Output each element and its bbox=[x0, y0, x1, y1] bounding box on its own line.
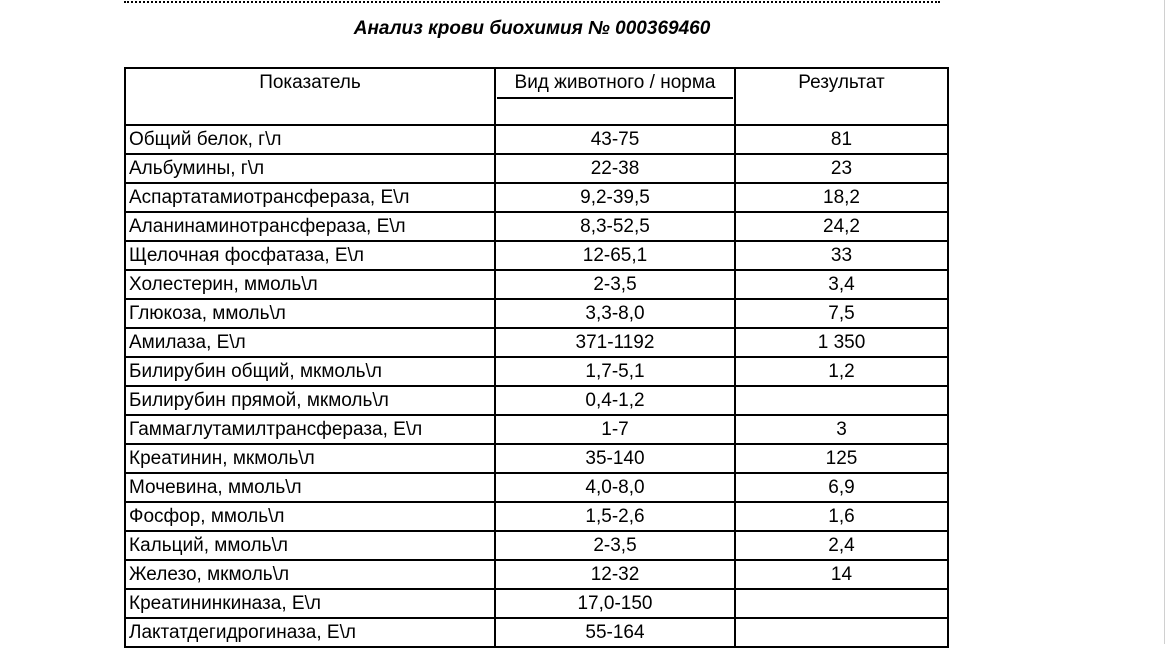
document-title: Анализ крови биохимия № 000369460 bbox=[353, 18, 711, 39]
norm-range-cell: 9,2-39,5 bbox=[495, 183, 735, 212]
table-row bbox=[125, 154, 948, 183]
table-row bbox=[125, 328, 948, 357]
norm-range-cell: 1,5-2,6 bbox=[495, 502, 735, 531]
indicator-name-cell: Железо, мкмоль\л bbox=[125, 560, 495, 589]
result-value-cell: 24,2 bbox=[735, 212, 948, 241]
result-value-cell: 18,2 bbox=[735, 183, 948, 212]
table-row bbox=[125, 444, 948, 473]
indicator-name-cell: Креатинин, мкмоль\л bbox=[125, 444, 495, 473]
table-row bbox=[125, 473, 948, 502]
norm-range-cell: 1,7-5,1 bbox=[495, 357, 735, 386]
result-value-cell: 3,4 bbox=[735, 270, 948, 299]
result-value-cell: 2,4 bbox=[735, 531, 948, 560]
indicator-name-cell: Гаммаглутамилтрансфераза, Е\л bbox=[125, 415, 495, 444]
result-value-cell: 1,2 bbox=[735, 357, 948, 386]
norm-range-cell: 12-65,1 bbox=[495, 241, 735, 270]
result-value-cell bbox=[735, 589, 948, 618]
indicator-name-cell: Холестерин, ммоль\л bbox=[125, 270, 495, 299]
indicator-name-cell: Аспартатамиотрансфераза, Е\л bbox=[125, 183, 495, 212]
indicator-name-cell: Общий белок, г\л bbox=[125, 125, 495, 154]
table-row bbox=[125, 125, 948, 154]
table-row bbox=[125, 357, 948, 386]
result-value-cell: 33 bbox=[735, 241, 948, 270]
norm-range-cell: 35-140 bbox=[495, 444, 735, 473]
norm-range-cell: 43-75 bbox=[495, 125, 735, 154]
indicator-name-cell: Альбумины, г\л bbox=[125, 154, 495, 183]
norm-range-cell: 4,0-8,0 bbox=[495, 473, 735, 502]
norm-range-cell: 371-1192 bbox=[495, 328, 735, 357]
norm-range-cell: 2-3,5 bbox=[495, 270, 735, 299]
table-row bbox=[125, 241, 948, 270]
table-row bbox=[125, 502, 948, 531]
norm-range-cell: 3,3-8,0 bbox=[495, 299, 735, 328]
result-value-cell: 125 bbox=[735, 444, 948, 473]
top-dotted-separator bbox=[124, 1, 940, 3]
indicator-name-cell: Мочевина, ммоль\л bbox=[125, 473, 495, 502]
table-row bbox=[125, 531, 948, 560]
table-row bbox=[125, 270, 948, 299]
indicator-name-cell: Кальций, ммоль\л bbox=[125, 531, 495, 560]
page-right-edge bbox=[1164, 0, 1165, 644]
indicator-name-cell: Аланинаминотрансфераза, Е\л bbox=[125, 212, 495, 241]
table-row bbox=[125, 415, 948, 444]
norm-range-cell: 12-32 bbox=[495, 560, 735, 589]
table-row bbox=[125, 589, 948, 618]
result-value-cell bbox=[735, 618, 948, 647]
norm-range-cell: 1-7 bbox=[495, 415, 735, 444]
indicator-name-cell: Щелочная фосфатаза, Е\л bbox=[125, 241, 495, 270]
blood-test-table bbox=[124, 67, 949, 648]
header-result: Результат bbox=[735, 68, 948, 125]
norm-range-cell: 2-3,5 bbox=[495, 531, 735, 560]
table-row bbox=[125, 618, 948, 647]
indicator-name-cell: Креатининкиназа, Е\л bbox=[125, 589, 495, 618]
table-row bbox=[125, 386, 948, 415]
norm-range-cell: 22-38 bbox=[495, 154, 735, 183]
result-value-cell: 1 350 bbox=[735, 328, 948, 357]
norm-range-cell: 0,4-1,2 bbox=[495, 386, 735, 415]
table-row bbox=[125, 212, 948, 241]
indicator-name-cell: Амилаза, Е\л bbox=[125, 328, 495, 357]
table-body bbox=[125, 125, 948, 647]
indicator-name-cell: Лактатдегидрогиназа, Е\л bbox=[125, 618, 495, 647]
norm-range-cell: 8,3-52,5 bbox=[495, 212, 735, 241]
result-value-cell: 6,9 bbox=[735, 473, 948, 502]
indicator-name-cell: Билирубин прямой, мкмоль\л bbox=[125, 386, 495, 415]
result-value-cell: 14 bbox=[735, 560, 948, 589]
indicator-name-cell: Билирубин общий, мкмоль\л bbox=[125, 357, 495, 386]
result-value-cell: 81 bbox=[735, 125, 948, 154]
table-row bbox=[125, 560, 948, 589]
result-value-cell: 23 bbox=[735, 154, 948, 183]
table-header-row bbox=[125, 68, 948, 125]
header-indicator: Показатель bbox=[125, 68, 495, 125]
norm-range-cell: 55-164 bbox=[495, 618, 735, 647]
norm-range-cell: 17,0-150 bbox=[495, 589, 735, 618]
table-row bbox=[125, 183, 948, 212]
indicator-name-cell: Глюкоза, ммоль\л bbox=[125, 299, 495, 328]
indicator-name-cell: Фосфор, ммоль\л bbox=[125, 502, 495, 531]
result-value-cell: 3 bbox=[735, 415, 948, 444]
header-species-norm bbox=[495, 68, 735, 125]
result-value-cell: 1,6 bbox=[735, 502, 948, 531]
result-value-cell: 7,5 bbox=[735, 299, 948, 328]
result-value-cell bbox=[735, 386, 948, 415]
header-species-norm-label: Вид животного / норма bbox=[497, 69, 733, 99]
table-row bbox=[125, 299, 948, 328]
